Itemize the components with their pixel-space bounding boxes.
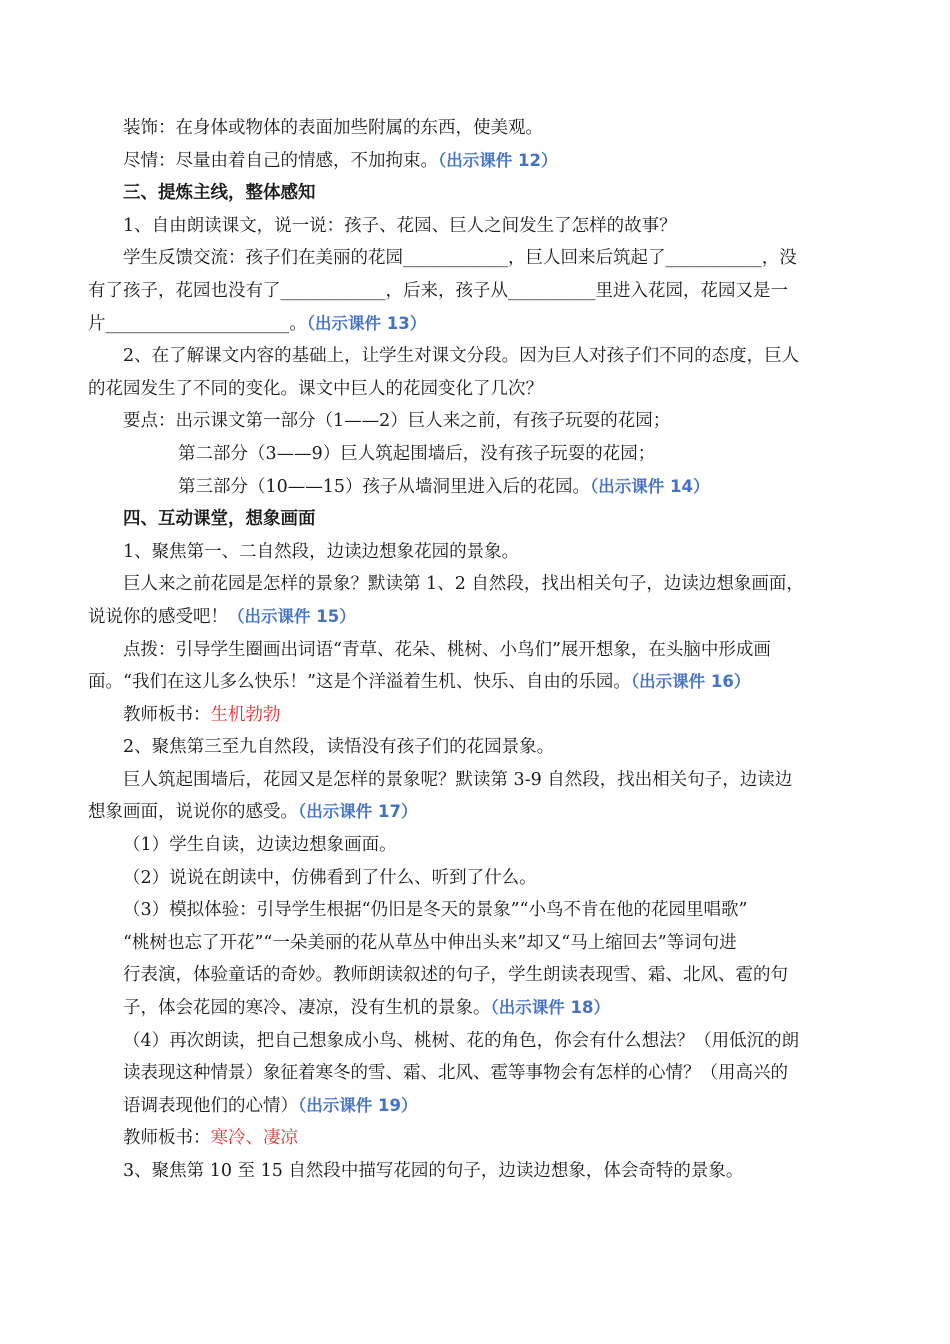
courseware-reference: （出示课件 19） <box>298 1095 418 1115</box>
paragraph-line <box>88 992 864 1025</box>
fill-blank-text: 有了孩子，花园也没有了____________，后来，孩子从__________里进入花园，花园又是一 <box>88 280 788 301</box>
paragraph-line <box>88 405 864 438</box>
courseware-reference: （出示课件 13） <box>306 313 427 333</box>
definition-text: 装饰：在身体或物体的表面加些附属的东西，使美观。 <box>123 118 543 138</box>
step-text: 3、聚焦第 10 至 15 自然段中描写花园的句子，边读边想象，体会奇特的景象。 <box>123 1161 744 1181</box>
section-heading-text: 三、提炼主线，整体感知 <box>123 183 316 204</box>
courseware-reference: （出示课件 17） <box>298 802 418 822</box>
section-heading-text: 四、互动课堂，想象画面 <box>123 509 316 530</box>
step-text: 想象画面，说说你的感受。 <box>88 802 298 823</box>
step-text: 2、聚焦第三至九自然段，读悟没有孩子们的花园景象。 <box>123 737 555 758</box>
blackboard-label: 教师板书： <box>123 1128 211 1149</box>
paragraph-line <box>88 764 864 797</box>
paragraph-line <box>88 373 864 406</box>
step-text: 2、在了解课文内容的基础上，让学生对课文分段。因为巨人对孩子们不同的态度，巨人 <box>123 346 800 367</box>
paragraph-line <box>88 210 864 243</box>
sub-step-text: （4）再次朗读，把自己想象成小鸟、桃树、花的角色，你会有什么想法？（用低沉的朗 <box>123 1030 800 1051</box>
paragraph-line <box>88 1090 864 1123</box>
blackboard-writing: 寒冷、凄凉 <box>210 1128 298 1149</box>
paragraph-line <box>88 1122 864 1155</box>
paragraph-line <box>88 796 864 829</box>
paragraph-line <box>88 634 864 667</box>
definition-text: 尽情：尽量由着自己的情感，不加拘束。 <box>123 150 438 171</box>
sub-step-text: （3）模拟体验：引导学生根据“仍旧是冬天的景象”“小鸟不肯在他的花园里唱歌” <box>123 900 748 921</box>
paragraph-line <box>88 471 864 504</box>
paragraph-line <box>88 731 864 764</box>
sub-step-text: 读表现这种情景）象征着寒冬的雪、霜、北风、雹等事物会有怎样的心情？（用高兴的 <box>123 1063 788 1084</box>
sub-step-text: 行表演，体验童话的奇妙。教师朗读叙述的句子，学生朗读表现雪、霜、北风、雹的句 <box>123 965 788 986</box>
paragraph-line <box>88 959 864 992</box>
courseware-reference: （出示课件 15） <box>228 606 356 626</box>
paragraph-line <box>88 275 864 308</box>
paragraph-line <box>88 601 864 634</box>
guidance-text: 面。“我们在这儿多么快乐！”这是个洋溢着生机、快乐、自由的乐园。 <box>88 672 631 693</box>
document-page <box>88 112 864 1188</box>
paragraph-line <box>88 699 864 732</box>
step-text: 巨人来之前花园是怎样的景象？默读第 1、2 自然段，找出相关句子，边读边想象画面， <box>123 574 804 595</box>
key-point-text: 要点：出示课文第一部分（1——2）巨人来之前，有孩子玩耍的花园； <box>123 411 671 432</box>
paragraph-line <box>88 242 864 275</box>
guidance-text: 点拨：引导学生圈画出词语“青草、花朵、桃树、小鸟们”展开想象，在头脑中形成画 <box>123 639 771 660</box>
blackboard-writing: 生机勃勃 <box>210 704 281 725</box>
sub-step-text: “桃树也忘了开花”“一朵美丽的花从草丛中伸出头来”却又“马上缩回去”等词句进 <box>123 932 737 953</box>
paragraph-line <box>88 340 864 373</box>
step-text: 1、聚焦第一、二自然段，边读边想象花园的景象。 <box>123 541 520 562</box>
courseware-reference: （出示课件 18） <box>490 998 610 1018</box>
paragraph-line <box>88 1155 864 1188</box>
key-point-text: 第二部分（3——9）巨人筑起围墙后，没有孩子玩耍的花园； <box>178 443 656 464</box>
fill-blank-text: 学生反馈交流：孩子们在美丽的花园____________，巨人回来后筑起了___________，没 <box>123 248 797 269</box>
paragraph-line <box>88 1025 864 1058</box>
paragraph-line <box>88 1057 864 1090</box>
courseware-reference: （出示课件 16） <box>630 672 751 692</box>
paragraph-line <box>88 145 864 178</box>
sub-step-text: 语调表现他们的心情） <box>123 1095 298 1116</box>
courseware-reference: （出示课件 12） <box>438 150 558 170</box>
step-text: 的花园发生了不同的变化。课文中巨人的花园变化了几次？ <box>88 378 543 399</box>
section-heading <box>88 503 864 536</box>
step-text: 1、自由朗读课文，说一说：孩子、花园、巨人之间发生了怎样的故事？ <box>123 215 677 236</box>
paragraph-line <box>88 112 864 145</box>
paragraph-line <box>88 894 864 927</box>
fill-blank-text: 片_____________________。 <box>88 313 307 334</box>
key-point-text: 第三部分（10——15）孩子从墙洞里进入后的花园。 <box>178 476 591 497</box>
paragraph-line <box>88 666 864 699</box>
paragraph-line <box>88 536 864 569</box>
paragraph-line <box>88 927 864 960</box>
courseware-reference: （出示课件 14） <box>590 476 710 496</box>
sub-step-text: 子，体会花园的寒冷、凄凉，没有生机的景象。 <box>123 998 491 1019</box>
paragraph-line <box>88 568 864 601</box>
paragraph-line <box>88 862 864 895</box>
step-text: 巨人筑起围墙后，花园又是怎样的景象呢？默读第 3-9 自然段，找出相关句子，边读边 <box>123 769 793 790</box>
paragraph-line <box>88 438 864 471</box>
sub-step-text: （1）学生自读，边读边想象画面。 <box>123 835 397 856</box>
sub-step-text: （2）说说在朗读中，仿佛看到了什么、听到了什么。 <box>123 867 537 888</box>
paragraph-line <box>88 308 864 341</box>
paragraph-line <box>88 829 864 862</box>
section-heading <box>88 177 864 210</box>
step-text: 说说你的感受吧！ <box>88 606 228 627</box>
blackboard-label: 教师板书： <box>123 704 211 725</box>
